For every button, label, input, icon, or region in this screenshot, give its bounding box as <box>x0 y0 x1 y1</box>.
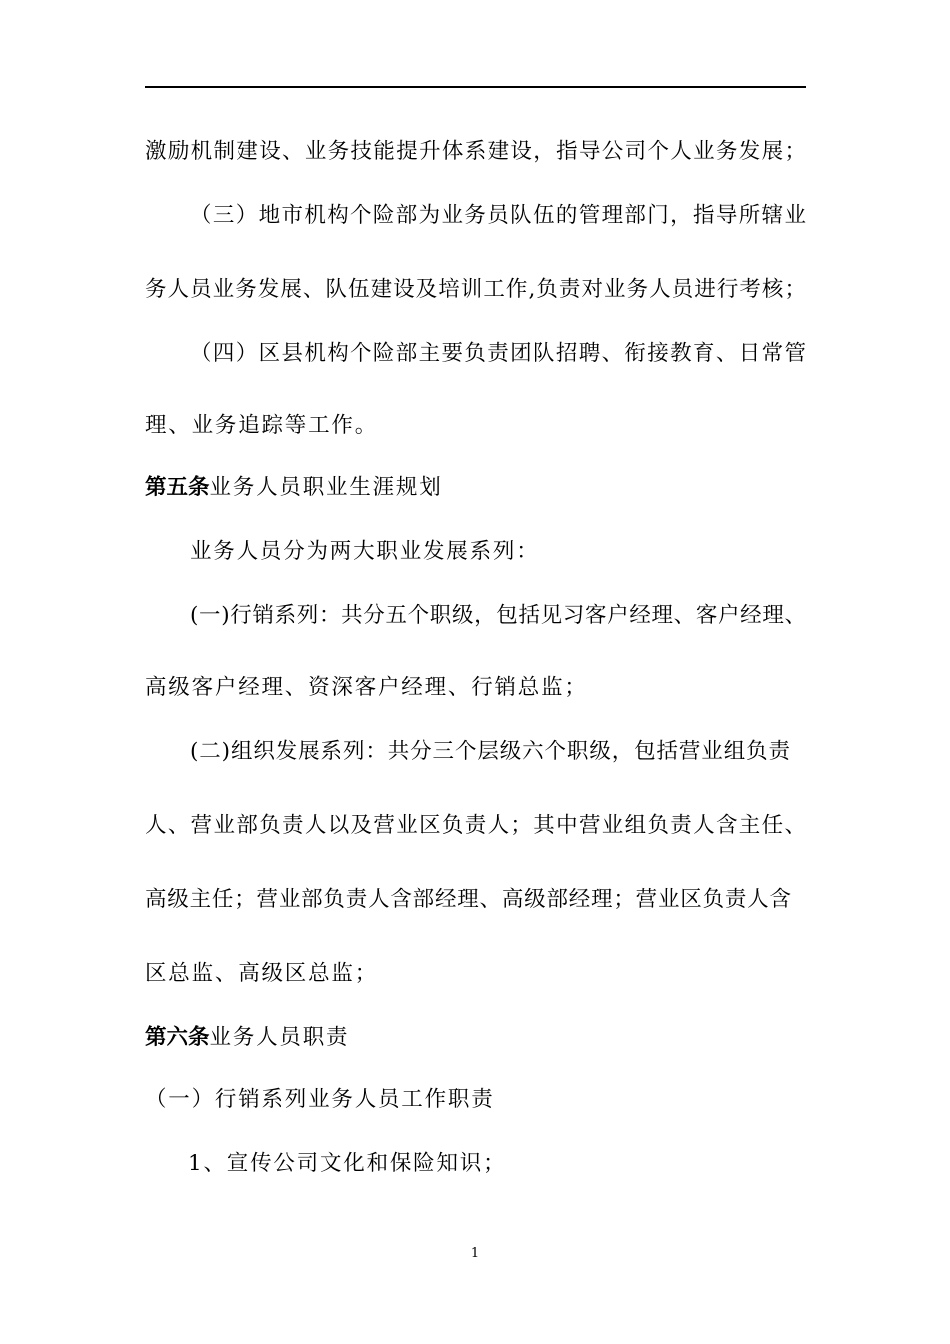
text-line: （四）区县机构个险部主要负责团队招聘、衔接教育、日常管 <box>190 341 806 366</box>
article-label: 第五条 <box>145 475 210 500</box>
text-line: 1、宣传公司文化和保险知识； <box>188 1151 507 1176</box>
text-line: 区总监、高级区总监； <box>145 961 379 986</box>
text-line: 务人员业务发展、队伍建设及培训工作,负责对业务人员进行考核； <box>145 277 806 302</box>
article-title: 业务人员职责 <box>209 1025 350 1050</box>
text-line: (二)组织发展系列：共分三个层级六个职级，包括营业组负责 <box>190 739 790 764</box>
article-title: 业务人员职业生涯规划 <box>209 475 443 500</box>
article-heading <box>145 1024 806 1052</box>
article-label: 第六条 <box>145 1025 210 1050</box>
header-rule <box>145 86 806 88</box>
article-heading <box>145 474 806 502</box>
text-line: 人、营业部负责人以及营业区负责人；其中营业组负责人含主任、 <box>145 813 806 838</box>
text-line: （三）地市机构个险部为业务员队伍的管理部门，指导所辖业 <box>190 203 806 228</box>
text-line: 业务人员分为两大职业发展系列： <box>190 539 540 564</box>
page-number: 1 <box>470 1246 480 1261</box>
text-line: 理、业务追踪等工作。 <box>145 413 379 438</box>
text-line: (一)行销系列：共分五个职级，包括见习客户经理、客户经理、 <box>190 603 806 628</box>
text-line: 高级主任；营业部负责人含部经理、高级部经理；营业区负责人含 <box>145 887 791 912</box>
text-line: 激励机制建设、业务技能提升体系建设，指导公司个人业务发展； <box>145 139 806 164</box>
text-line: （一）行销系列业务人员工作职责 <box>145 1087 495 1112</box>
text-line: 高级客户经理、资深客户经理、行销总监； <box>145 675 588 700</box>
